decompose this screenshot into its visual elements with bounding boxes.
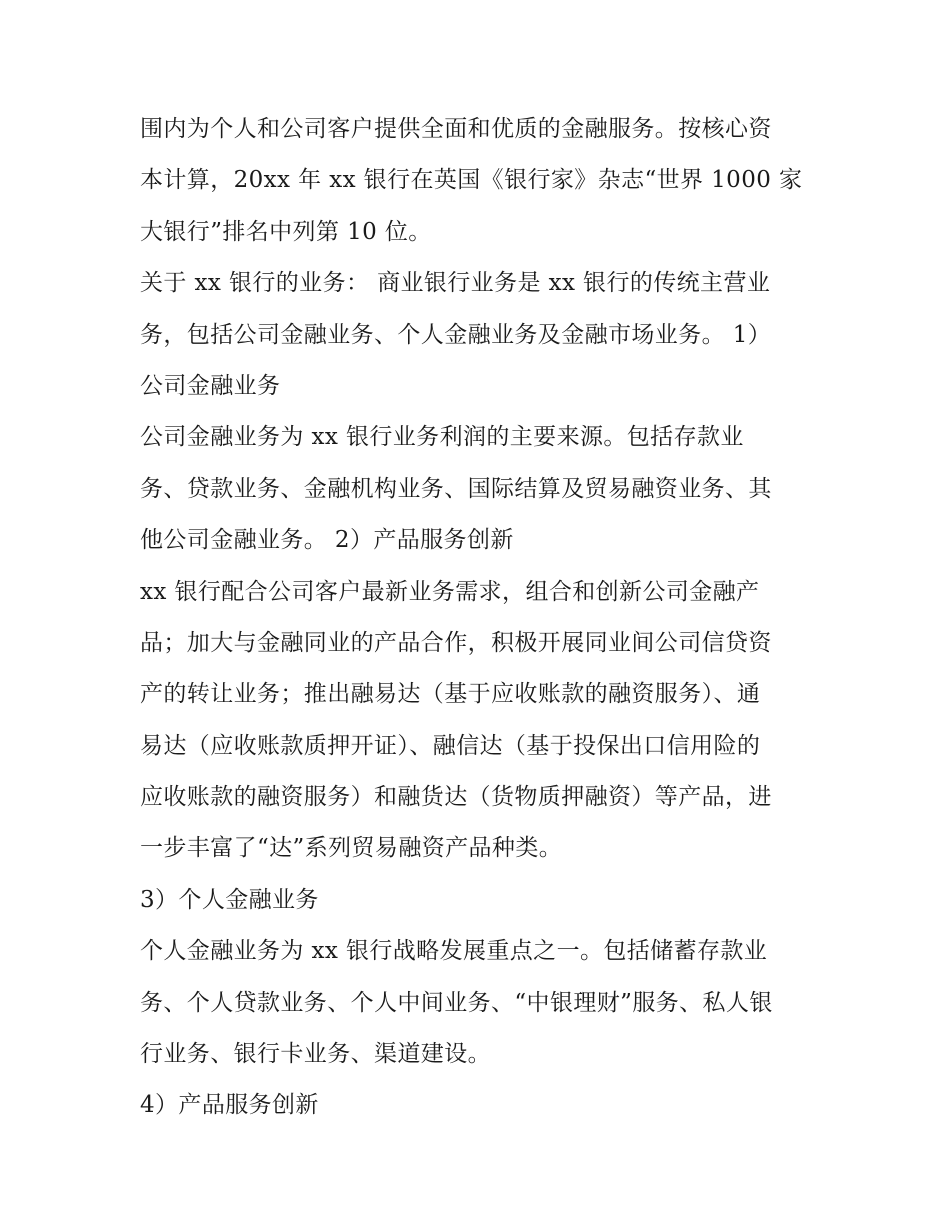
text-line: 易达（应收账款质押开证）、融信达（基于投保出口信用险的 xyxy=(140,732,761,759)
text-line: 产的转让业务；推出融易达（基于应收账款的融资服务）、通 xyxy=(140,681,761,708)
section-heading: 4）产品服务创新 xyxy=(140,1092,319,1119)
text-line: 围内为个人和公司客户提供全面和优质的金融服务。按核心资 xyxy=(140,116,772,142)
text-line: 个人金融业务为 xx 银行战略发展重点之一。包括储蓄存款业 xyxy=(140,938,768,965)
text-line: 他公司金融业务。 2）产品服务创新 xyxy=(140,527,514,554)
section-heading: 公司金融业务 xyxy=(140,372,281,399)
section-heading: 3）个人金融业务 xyxy=(140,886,319,913)
text-line: 本计算，20xx 年 xx 银行在英国《银行家》杂志“世界 1000 家 xyxy=(140,167,803,194)
text-line: 一步丰富了“达”系列贸易融资产品种类。 xyxy=(140,835,563,862)
text-line: 应收账款的融资服务）和融货达（货物质押融资）等产品，进 xyxy=(140,784,772,811)
text-line: 务，包括公司金融业务、个人金融业务及金融市场业务。 1） xyxy=(140,321,772,348)
text-line: 大银行”排名中列第 10 位。 xyxy=(140,218,432,245)
text-line: 关于 xx 银行的业务： 商业银行业务是 xx 银行的传统主营业 xyxy=(140,270,771,297)
text-line: 公司金融业务为 xx 银行业务利润的主要来源。包括存款业 xyxy=(140,424,744,451)
text-line: 品；加大与金融同业的产品合作，积极开展同业间公司信贷资 xyxy=(140,629,772,656)
text-line: xx 银行配合公司客户最新业务需求，组合和创新公司金融产 xyxy=(140,578,760,605)
document-body xyxy=(140,104,812,1132)
text-line: 务、个人贷款业务、个人中间业务、“中银理财”服务、私人银 xyxy=(140,989,773,1016)
text-line: 行业务、银行卡业务、渠道建设。 xyxy=(140,1041,491,1068)
text-line: 务、贷款业务、金融机构业务、国际结算及贸易融资业务、其 xyxy=(140,475,772,502)
